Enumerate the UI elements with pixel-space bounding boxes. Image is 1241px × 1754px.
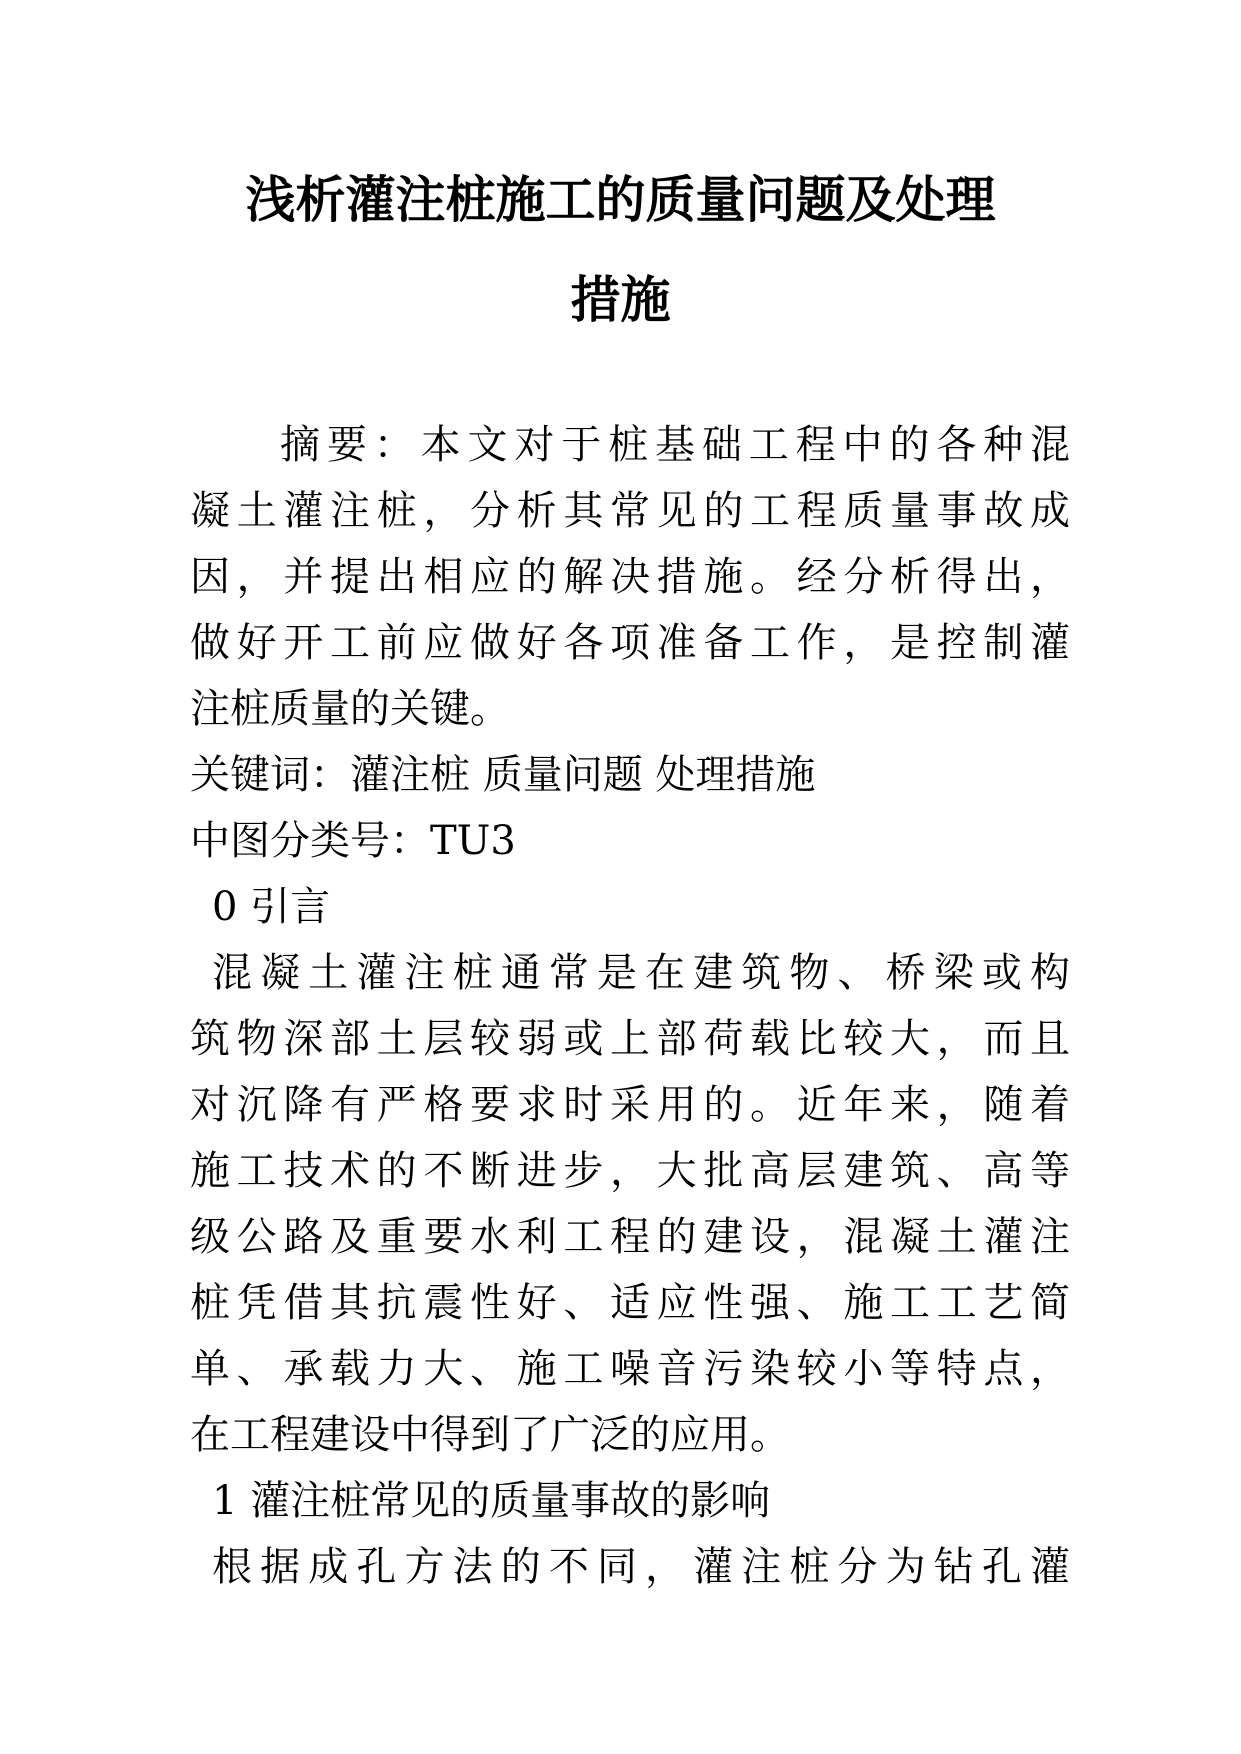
- body-line: 施工技术的不断进步，大批高层建筑、高等: [190, 1148, 1070, 1194]
- abstract-line: 摘要：本文对于桩基础工程中的各种混: [280, 422, 1070, 468]
- document-title-line-2: 措施: [570, 271, 671, 329]
- document-title-line-1: 浅析灌注桩施工的质量问题及处理: [245, 171, 996, 229]
- body-line: 桩凭借其抗震性好、适应性强、施工工艺简: [190, 1280, 1070, 1326]
- abstract-line: 注桩质量的关键。: [190, 686, 510, 732]
- body-line: 混凝土灌注桩通常是在建筑物、桥梁或构: [212, 950, 1070, 996]
- abstract-paragraph: [190, 412, 1070, 742]
- body-line: 级公路及重要水利工程的建设，混凝土灌注: [190, 1214, 1070, 1260]
- abstract-line: 凝土灌注桩，分析其常见的工程质量事故成: [190, 488, 1070, 534]
- section-0-paragraph: [190, 940, 1070, 1468]
- classification-line: 中图分类号：TU3: [190, 818, 516, 864]
- abstract-line: 因，并提出相应的解决措施。经分析得出，: [190, 554, 1070, 600]
- body-line: 单、承载力大、施工噪音污染较小等特点，: [190, 1346, 1070, 1392]
- section-0-heading: 0 引言: [212, 884, 331, 930]
- section-1-heading: 1 灌注桩常见的质量事故的影响: [212, 1478, 771, 1524]
- body-line: 对沉降有严格要求时采用的。近年来，随着: [190, 1082, 1070, 1128]
- abstract-line: 做好开工前应做好各项准备工作，是控制灌: [190, 620, 1070, 666]
- section-1-paragraph: [190, 1534, 1070, 1600]
- body-line: 筑物深部土层较弱或上部荷载比较大，而且: [190, 1016, 1070, 1062]
- keywords-line: 关键词：灌注桩 质量问题 处理措施: [190, 752, 816, 798]
- body-line: 根据成孔方法的不同，灌注桩分为钻孔灌: [212, 1544, 1070, 1590]
- body-line: 在工程建设中得到了广泛的应用。: [190, 1412, 790, 1458]
- document-body: [190, 412, 1070, 1600]
